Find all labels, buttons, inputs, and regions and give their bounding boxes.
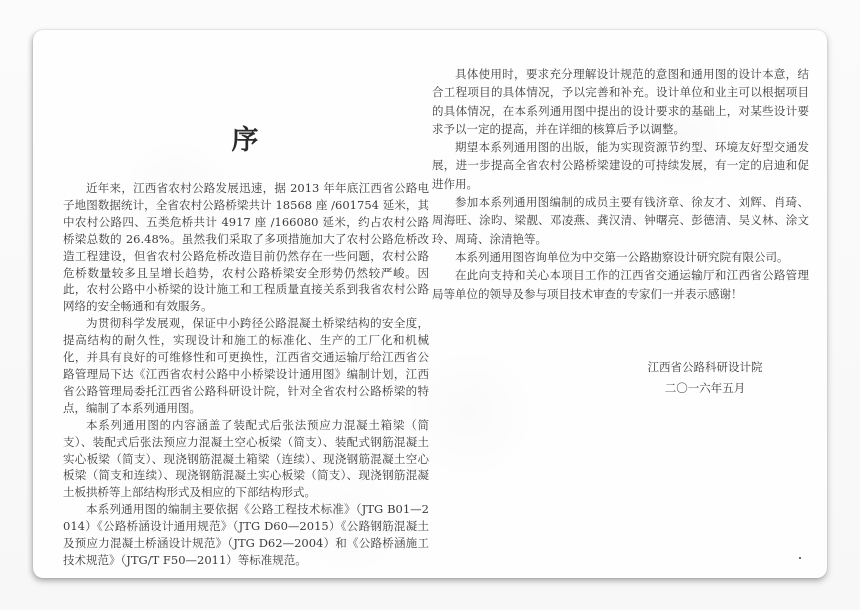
paragraph-thanks: 在此向支持和关心本项目工作的江西省交通运输厅和江西省公路管理局等单位的领导及参与项目技术审查的专家们一并表示感谢！ [432, 268, 809, 301]
scanned-page [33, 30, 827, 578]
paragraph-intro: 近年来，江西省农村公路发展迅速，据 2013 年年底江西省公路电子地图数据统计，全省农村公路桥梁共计 18568 座 /601754 延米，其中农村公路四、五类危桥共计 4917 座 /166080 延米，约占农村公路桥梁总数的 26.48%。虽然我们采取了多项措施加大了农村公路危桥改造工程建设，但省农村公路危桥改造目前仍然存在一些问题，农村公路危桥数量较多且呈增长趋势，农村公路桥梁安全形势仍然较严峻。因此，农村公路中小桥梁的设计施工和工程质量直接关系到我省农村公路网络的安全畅通和有效服务。 [63, 181, 429, 314]
signature-organization: 江西省公路科研设计院 [647, 359, 763, 374]
signature-block [600, 357, 810, 399]
paragraph-expectation: 期望本系列通用图的出版，能为实现资源节约型、环境友好型交通发展，进一步提高全省农村公路桥梁建设的可持续发展，有一定的启迪和促进作用。 [432, 140, 809, 191]
paragraph-standards: 本系列通用图的编制主要依据《公路工程技术标准》（JTG B01—2014）《公路桥涵设计通用规范》（JTG D60—2015）《公路钢筋混凝土及预应力混凝土桥涵设计规范》（JTG D62—2004）和《公路桥涵施工技术规范》（JTG/T F50—2011）等标准规范。 [63, 502, 429, 567]
paragraph-usage: 具体使用时，要求充分理解设计规范的意图和通用图的设计本意，结合工程项目的具体情况，予以完善和补充。设计单位和业主可以根据项目的具体情况，在本系列通用图中提出的设计要求的基础上，对某些设计要求予以一定的提高，并在详细的核算后予以调整。 [432, 67, 809, 136]
left-column [63, 180, 429, 569]
signature-date: 二〇一六年五月 [664, 380, 746, 395]
paragraph-consultant: 本系列通用图咨询单位为中交第一公路勘察设计研究院有限公司。 [455, 249, 789, 264]
paragraph-contents: 本系列通用图的内容涵盖了装配式后张法预应力混凝土箱梁（简支）、装配式后张法预应力混凝土空心板梁（简支）、装配式钢筋混凝土实心板梁（简支）、现浇钢筋混凝土箱梁（连续）、现浇钢筋混凝土空心板梁（简支和连续）、现浇钢筋混凝土实心板梁（简支）、现浇钢筋混凝土板拱桥等上部结构形式及相应的下部结构形式。 [63, 417, 429, 500]
paragraph-policy: 为贯彻科学发展观，保证中小跨径公路混凝土桥梁结构的安全度，提高结构的耐久性，实现设计和施工的标准化、生产的工厂化和机械化，并具有良好的可维修性和可更换性，江西省交通运输厅给江西省公路管理局下达《江西省农村公路中小桥梁设计通用图》编制计划，江西省公路管理局委托江西省公路科研设计院，针对全省农村公路桥梁的特点，编制了本系列通用图。 [63, 316, 429, 415]
right-column [432, 65, 809, 399]
preface-title: 序 [231, 125, 261, 156]
ink-speck [799, 557, 801, 559]
paragraph-members: 参加本系列通用图编制的成员主要有钱济章、徐友才、刘辉、肖琦、周海旺、涂昀、梁靓、邓凌燕、龚汉清、钟曙亮、彭德清、吴义林、涂文玲、周琦、涂清艳等。 [432, 195, 809, 246]
